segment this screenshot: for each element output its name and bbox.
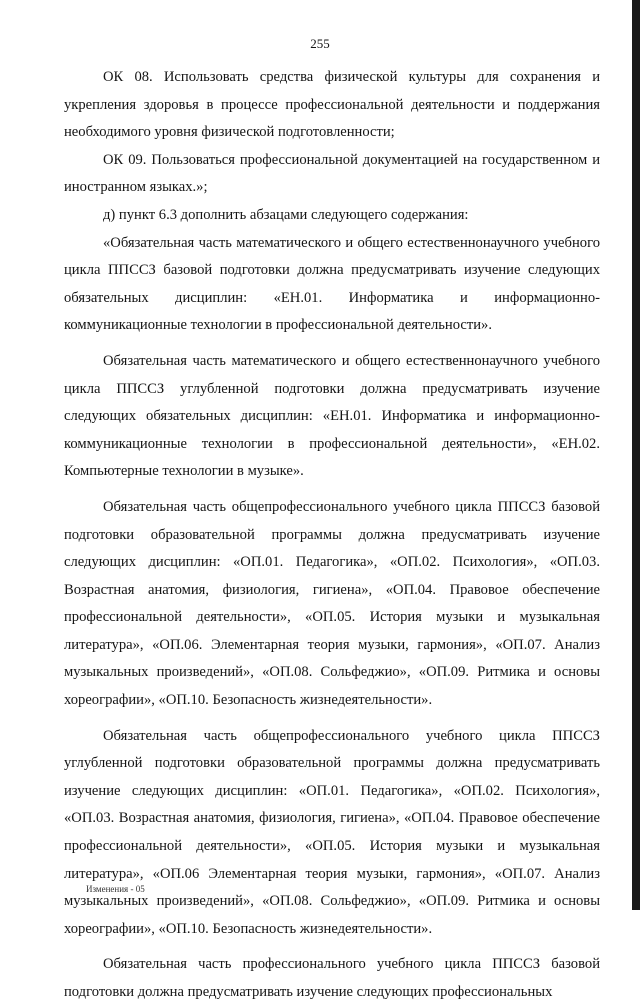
paragraph-op-advanced: Обязательная часть общепрофессионального учебного цикла ППССЗ углубленной подготовки образовательной программы должна предусматривать изучение следующих дисциплин: «ОП.01. Педагогика», «ОП.02. Психология», «ОП.03. Возрастная анатомия, физиология, гигиена», «ОП.04. Правовое обеспечение профессиональной деятельности», «ОП.05. История музыки и музыкальная литература», «ОП.06 Элементарная теория музыки, гармония», «ОП.07. Анализ музыкальных произведений», «ОП.08. Сольфеджио», «ОП.09. Ритмика и основы хореографии», «ОП.10. Безопасность жизнедеятельности». (64, 727, 600, 937)
footer-note: Изменения - 05 (86, 884, 145, 894)
paragraph-pm-basic: Обязательная часть профессионального учебного цикла ППССЗ базовой подготовки должна предусматривать изучение следующих профессиональных (64, 956, 600, 1000)
paragraph-en-basic: «Обязательная часть математического и общего естественнонаучного учебного цикла ППССЗ базовой подготовки должна предусматривать изучение следующих обязательных дисциплин: «ЕН.01. Информатика и информационно-коммуникационные технологии в профессиональной деятельности». (64, 234, 600, 334)
paragraph-ok09: ОК 09. Пользоваться профессиональной документацией на государственном и иностранном языках.»; (64, 151, 600, 196)
paragraph-op-basic: Обязательная часть общепрофессионального учебного цикла ППССЗ базовой подготовки образовательной программы должна предусматривать изучение следующих дисциплин: «ОП.01. Педагогика», «ОП.02. Психология», «ОП.03. Возрастная анатомия, физиология, гигиена», «ОП.04. Правовое обеспечение профессиональной деятельности», «ОП.05. История музыки и музыкальная литература», «ОП.06. Элементарная теория музыки, гармония», «ОП.07. Анализ музыкальных произведений», «ОП.08. Сольфеджио», «ОП.09. Ритмика и основы хореографии», «ОП.10. Безопасность жизнедеятельности». (64, 498, 600, 709)
scan-border (632, 0, 640, 910)
document-body (64, 64, 600, 1007)
paragraph-item-d: д) пункт 6.3 дополнить абзацами следующего содержания: (103, 206, 469, 223)
paragraph-ok08: ОК 08. Использовать средства физической культуры для сохранения и укрепления здоровья в процессе профессиональной деятельности и поддержания необходимого уровня физической подготовленности; (64, 69, 600, 141)
paragraph-en-advanced: Обязательная часть математического и общего естественнонаучного учебного цикла ППССЗ углубленной подготовки должна предусматривать изучение следующих обязательных дисциплин: «ЕН.01. Информатика и информационно-коммуникационные технологии в профессиональной деятельности», «ЕН.02. Компьютерные технологии в музыке». (64, 352, 600, 480)
page-number: 255 (310, 36, 330, 51)
